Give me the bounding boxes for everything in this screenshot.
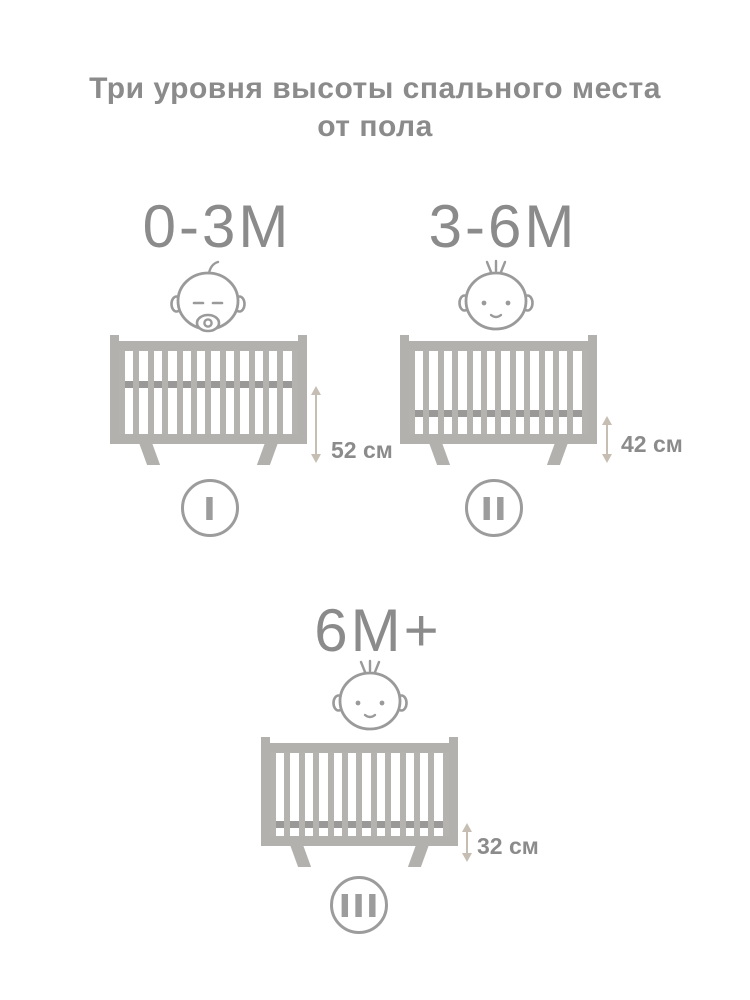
height-value-label: 52 см xyxy=(331,437,393,463)
height-arrow-icon xyxy=(460,823,474,862)
baby-face-smile-icon xyxy=(325,657,415,742)
crib-bottom-rail xyxy=(261,836,458,846)
height-arrow-icon xyxy=(600,416,614,463)
crib-post xyxy=(298,335,307,443)
level-numeral: II xyxy=(480,489,508,527)
baby-face-smile-icon xyxy=(451,257,541,342)
age-range-label-6m-plus: 6M+ xyxy=(314,597,442,664)
crib-slats xyxy=(119,350,298,435)
height-value-label: 42 см xyxy=(621,431,683,457)
crib-post xyxy=(588,335,597,443)
level-numeral: I xyxy=(203,489,217,527)
crib-post xyxy=(400,335,409,443)
crib-bottom-rail xyxy=(110,434,307,444)
page-title-line-2: от пола xyxy=(317,110,433,143)
crib-diagram-level-3 xyxy=(261,737,458,867)
height-value-label: 32 см xyxy=(477,833,539,859)
height-arrow-icon xyxy=(309,386,323,463)
age-range-label-0-3m: 0-3M xyxy=(142,193,292,260)
crib-post xyxy=(110,335,119,443)
level-numeral: III xyxy=(338,886,380,924)
crib-diagram-level-1 xyxy=(110,335,307,465)
crib-slats xyxy=(270,752,449,837)
page-title-line-1: Три уровня высоты спального места xyxy=(89,72,661,105)
baby-face-pacifier-icon xyxy=(163,259,253,344)
level-badge-2 xyxy=(465,479,523,537)
crib-slats xyxy=(409,350,588,435)
level-badge-1 xyxy=(181,479,239,537)
level-badge-3 xyxy=(330,876,388,934)
age-range-label-3-6m: 3-6M xyxy=(428,193,578,260)
crib-bottom-rail xyxy=(400,434,597,444)
crib-post xyxy=(449,737,458,845)
crib-post xyxy=(261,737,270,845)
crib-diagram-level-2 xyxy=(400,335,597,465)
